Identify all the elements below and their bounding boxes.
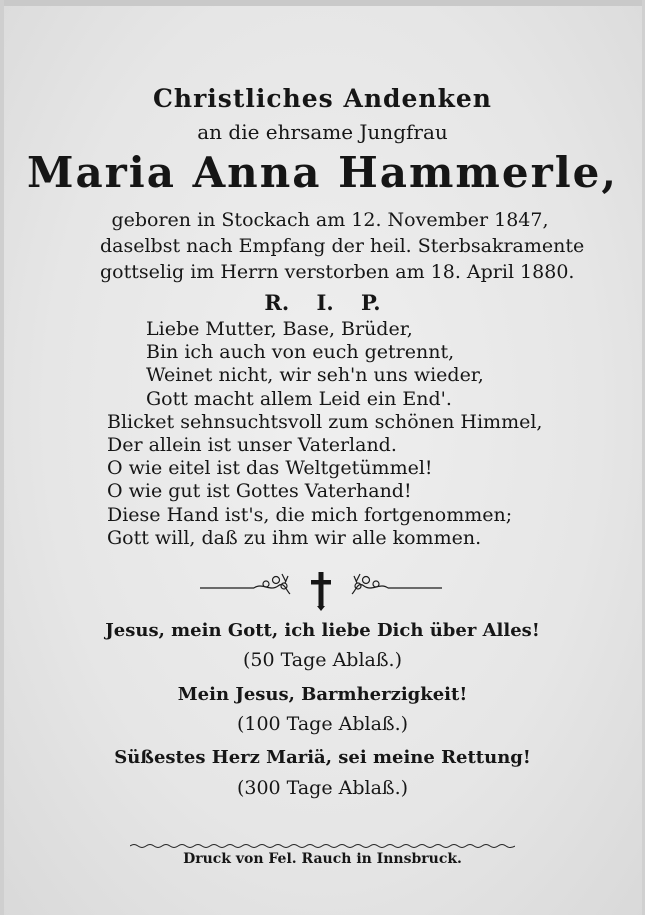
poem-line: Liebe Mutter, Base, Brüder, <box>146 318 413 340</box>
dedication-line: an die ehrsame Jungfrau <box>197 120 448 144</box>
death-line: gottselig im Herrn verstorben am 18. April 1880. <box>100 261 575 283</box>
sacrament-line: daselbst nach Empfang der heil. Sterbsakramente <box>100 235 585 257</box>
prayer-1: Jesus, mein Gott, ich liebe Dich über Alles! <box>105 620 540 641</box>
flower-spray-left-icon <box>254 574 290 594</box>
poem-line: Der allein ist unser Vaterland. <box>107 434 397 457</box>
prayer-2: Mein Jesus, Barmherzigkeit! <box>177 684 468 705</box>
birth-line: geboren in Stockach am 12. November 1847, <box>111 209 549 231</box>
wavy-rule <box>130 842 515 850</box>
cross-icon <box>311 572 331 611</box>
paper-edge-top <box>0 0 645 6</box>
rip-text: R. I. P. <box>264 290 381 315</box>
biography-block <box>100 207 585 285</box>
printer-imprint: Druck von Fel. Rauch in Innsbruck. <box>183 851 462 867</box>
poem-line: O wie gut ist Gottes Vaterhand! <box>107 480 412 503</box>
poem-line: Gott will, daß zu ihm wir alle kommen. <box>107 526 482 549</box>
poem-line: Bin ich auch von euch getrennt, <box>146 341 455 364</box>
indulgence-3: (300 Tage Ablaß.) <box>236 777 409 799</box>
poem-line: Gott macht allem Leid ein End'. <box>146 387 452 410</box>
poem-line: Weinet nicht, wir seh'n uns wieder, <box>146 364 484 387</box>
poem <box>0 318 645 550</box>
deceased-name: Maria Anna Hammerle, <box>26 148 619 197</box>
card-heading: Christliches Andenken <box>153 84 492 113</box>
poem-line: O wie eitel ist das Weltgetümmel! <box>107 457 433 480</box>
cross-ornament-divider <box>196 568 446 612</box>
poem-line: Blicket sehnsuchtsvoll zum schönen Himmel, <box>107 410 543 433</box>
flower-spray-right-icon <box>352 574 388 594</box>
prayer-3: Süßestes Herz Mariä, sei meine Rettung! <box>114 747 531 768</box>
poem-line: Diese Hand ist's, die mich fortgenommen; <box>107 503 513 526</box>
indulgence-1: (50 Tage Ablaß.) <box>242 649 403 671</box>
indulgence-2: (100 Tage Ablaß.) <box>236 713 409 735</box>
